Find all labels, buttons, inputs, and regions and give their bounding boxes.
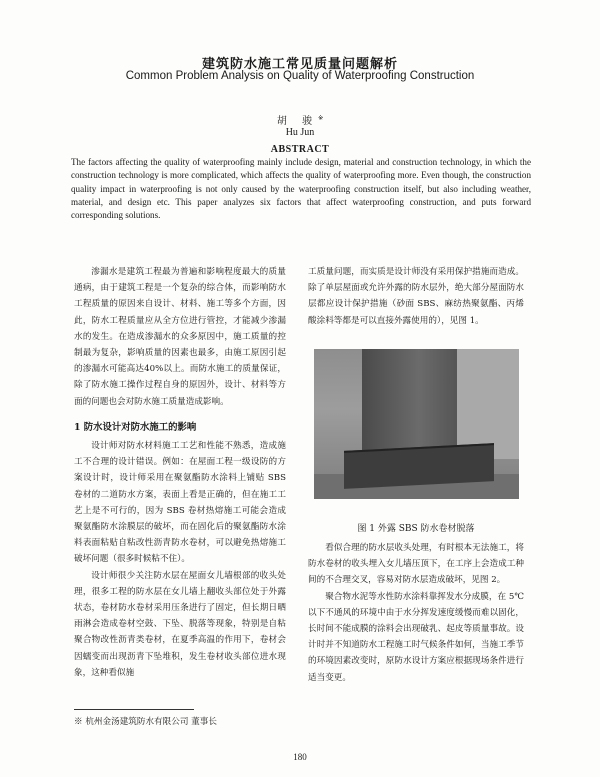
body-paragraph: 设计师很少关注防水层在屋面女儿墙根部的收头处理，很多工程的防水层在女儿墙上翻收头部位处于外露状态，卷材防水卷材采用压条进行了固定，但长期日晒雨淋会造成卷材空鼓、下坠、脱落等现象，特别是自粘聚合物改性沥青类卷材，在夏季高温的作用下，卷材会因蠕变而出现沥青下坠堆积，发生卷材收头部位进水现象，这种看似施	[74, 570, 286, 678]
abstract-heading: ABSTRACT	[270, 144, 330, 155]
left-column	[74, 264, 286, 681]
author-english: Hu Jun	[285, 127, 315, 138]
body-paragraph: 工质量问题，而实质是设计师没有采用保护措施而造成。除了单层屋面或允许外露的防水层外，绝大部分屋面防水层都应设计保护措施（砂面 SBS、麻纺热聚氨酯、丙烯酸涂料等都是可以直接外露使用的），见图 1。	[308, 267, 524, 326]
body-paragraph: 聚合物水泥等水性防水涂料靠挥发水分成膜，在 5℃以下不通风的环境中由于水分挥发速度缓慢而难以固化，长时间不能成膜的涂料会出现破乳、起皮等质量事故。设计时并不知道防水工程施工时气候条件如何，当施工季节的环境因素改变时，原防水设计方案应根据现场条件进行适当变更。	[308, 591, 524, 683]
author-footnote-mark: ※	[318, 114, 324, 122]
author-chinese-name: 胡 骏	[276, 116, 319, 127]
body-paragraph: 设计师对防水材料施工工艺和性能不熟悉，造成施工不合理的设计错误。例如：在屋面工程一级设防的方案设计时，设计师采用在聚氨酯防水涂料上铺贴 SBS 卷材的二道防水方案，表面上看是正确的，但在施工工艺上是不可行的，因为 SBS 卷材热熔施工可能会造成聚氨酯防水涂膜层的破坏，而在固化后的聚氨酯防水涂料表面粘贴自粘改性沥青防水卷材，可以避免热熔施工破坏问题（很多时候粘不住）。	[74, 441, 286, 565]
right-column-bottom	[308, 540, 524, 686]
body-paragraph: 看似合理的防水层收头处理，有时根本无法施工，将防水卷材的收头埋入女儿墙压顶下，在工序上会造成工种间的不合理交叉，容易对防水层造成破坏，见图 2。	[308, 543, 524, 586]
abstract-body: The factors affecting the quality of waterproofing mainly include design, material and construction technology, in which the construction technology is more complicated, which affects the quality of waterproofing more. Even though, the construction quality impact in waterproofing is not only caused by the waterproofing construction itself, but also including weather, material, and design etc. This paper analyzes six factors that affect waterproofing construction, and puts forward corresponding solutions.	[71, 157, 531, 221]
figure-caption: 图 1 外露 SBS 防水卷材脱落	[357, 524, 475, 534]
author-chinese	[0, 112, 600, 127]
paper-title-english: Common Problem Analysis on Quality of Waterproofing Construction	[125, 70, 475, 82]
section-heading: 1 防水设计对防水施工的影响	[74, 421, 197, 433]
right-column-top	[308, 264, 524, 329]
footnote: ※ 杭州金汤建筑防水有限公司 董事长	[74, 717, 217, 727]
page-number: 180	[293, 752, 307, 762]
photo-membrane	[344, 443, 494, 489]
paper-title-chinese: 建筑防水施工常见质量问题解析	[201, 57, 398, 72]
figure-photo-exposed-membrane	[314, 349, 519, 499]
intro-paragraph: 渗漏水是建筑工程最为普遍和影响程度最大的质量通病，由于建筑工程是一个复杂的综合体，而影响防水工程质量的原因来自设计、材料、施工等多个方面，因此，防水工程质量应从全方位进行管控，才能减少渗漏水的发生。在造成渗漏水的众多原因中，施工质量的控制最为复杂，影响质量的因素也最多，由施工原因引起的渗漏水可能高达40%以上。而防水施工的质量保证，除了防水施工操作过程自身的原因外，设计、材料等方面的问题也会对防水施工质量造成影响。	[74, 267, 286, 407]
footnote-divider	[74, 709, 194, 710]
